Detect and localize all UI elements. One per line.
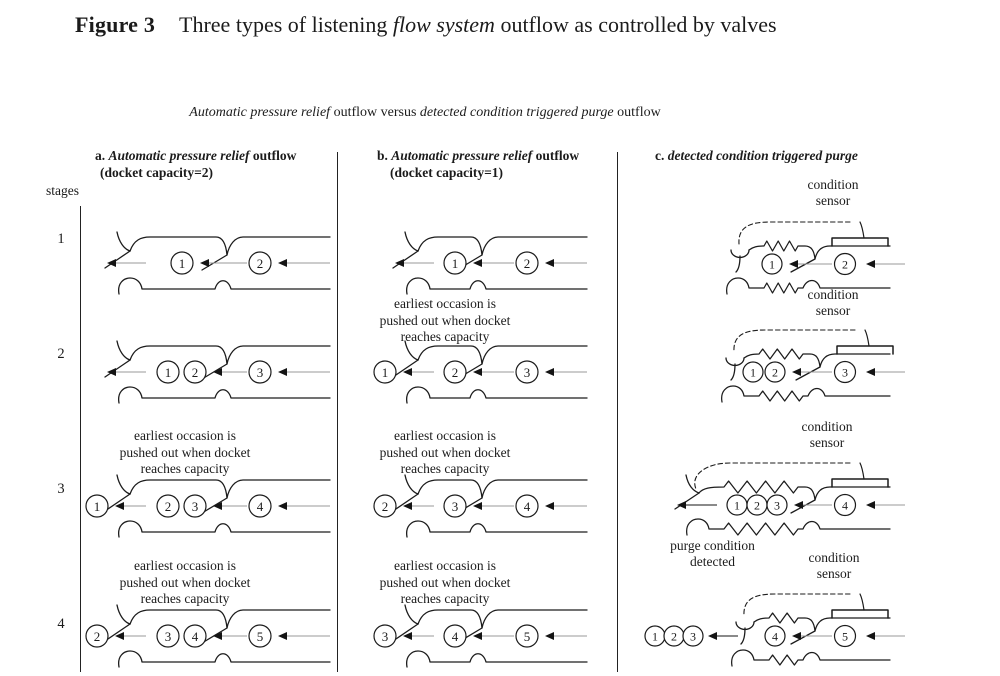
occasion-number: 2 [754,498,760,513]
subtitle-em1: Automatic pressure relief [189,105,331,120]
header-a-capacity: (docket capacity=2) [100,164,214,180]
occasion-number: 3 [256,364,264,380]
occasion-number: 5 [523,628,531,644]
flow-arrow-head [866,260,875,268]
occasion-number: 3 [690,629,696,644]
column-header-a [95,148,335,181]
diagram-b-stage-1 [345,213,595,313]
pipe-valve-drawing-b4 [345,586,595,676]
occasion-number: 5 [842,629,848,644]
outlet-valve-flap-open [105,494,130,511]
flow-arrow-head [278,259,287,267]
diagram-c-stage-1 [625,214,997,314]
flow-arrow-head [200,259,209,267]
occasion-number: 2 [381,498,389,514]
note-b-stage2: earliest occasion is pushed out when docket reaches capacity [379,296,511,344]
outlet-valve-flap-closed [731,364,735,380]
occasion-number: 2 [451,364,459,380]
column-divider-bc [617,152,618,672]
pipe-top-wall [418,237,587,255]
diagram-b-stage-3 [345,456,595,556]
pipe-end-curl [117,605,130,624]
occasion-number: 2 [191,364,199,380]
flow-arrow-head [794,501,803,509]
occasion-number: 2 [256,255,264,271]
pipe-top-wall-spring [744,349,890,367]
header-a-prefix: a. [95,148,109,163]
condition-sensor-lead [860,222,864,238]
stage-number-1: 1 [57,231,65,247]
note-a-stage4: earliest occasion is pushed out when docket reaches capacity [119,558,251,606]
diagram-a-stage-3 [85,456,335,556]
pipe-bottom-wall-spring [687,519,890,535]
pipe-top-wall [130,346,330,364]
figure-subtitle [142,105,708,121]
pipe-bottom-wall [119,651,330,667]
diagram-c-stage-2 [625,322,997,422]
pipe-valve-drawing-b3 [345,456,595,556]
flow-arrow-head [792,632,801,640]
column-divider-ab [337,152,338,672]
pipe-end-curl [405,341,418,360]
occasion-number: 2 [164,498,172,514]
pipe-top-wall [130,480,330,498]
occasion-number: 3 [523,364,531,380]
sensor-label-stage4: condition sensor [808,550,860,581]
header-b-post: outflow [532,148,580,163]
outlet-valve-flap-open [393,360,418,377]
pipe-bottom-wall-spring [727,278,890,294]
title-pre: Three types of listening [179,12,393,37]
flow-arrow-head [545,502,554,510]
pipe-end-curl [117,232,130,251]
flow-arrow-head [792,368,801,376]
pipe-valve-drawing-a4 [85,586,335,676]
occasion-number: 4 [772,629,778,644]
diagram-a-stage-4 [85,586,335,676]
condition-sensor-clamp [832,238,888,246]
outlet-valve-flap-closed [741,628,745,644]
occasion-number: 2 [772,365,778,380]
pipe-end-curl [686,475,699,493]
stage-number-2: 2 [57,346,65,362]
occasion-number: 1 [178,255,186,271]
occasion-number: 3 [451,498,459,514]
outlet-valve-flap-closed [736,256,740,272]
pipe-bottom-wall [407,278,587,294]
header-b-em: Automatic pressure relief [391,148,533,163]
outlet-valve-flap-open [393,251,418,268]
title-em: flow system [392,12,495,37]
sensor-label-stage3: condition sensor [801,419,853,450]
header-a-post: outflow [249,148,297,163]
outlet-valve-flap-open [105,360,130,377]
condition-sensor-clamp [832,610,888,618]
occasion-number: 4 [451,628,459,644]
flow-arrow-head [278,502,287,510]
pipe-top-wall [418,346,587,364]
occasion-number: 3 [164,628,172,644]
header-c-em: detected condition triggered purge [667,148,858,163]
occasion-number: 4 [191,628,199,644]
figure-label: Figure 3 [75,12,156,37]
condition-sensor-clamp [837,346,893,354]
pipe-valve-drawing-c2 [625,322,997,422]
stage-number-3: 3 [57,481,65,497]
sensor-label-stage2: condition sensor [807,287,859,318]
flow-arrow-head [545,368,554,376]
pipe-valve-drawing-a2 [85,322,335,422]
pipe-end-curl [405,232,418,251]
occasion-number: 1 [93,498,101,514]
purge-detected-label: purge condition detected [670,538,755,569]
flow-arrow-head [677,501,686,509]
column-header-c [655,148,975,165]
subtitle-post: outflow [613,105,661,120]
occasion-number: 3 [774,498,780,513]
title-post: outflow as controlled by valves [494,12,777,37]
occasion-number: 1 [652,629,658,644]
occasion-number: 2 [842,257,848,272]
subtitle-mid: outflow versus [330,105,420,120]
condition-sensor-lead [865,330,869,346]
flow-arrow-head [708,632,717,640]
flow-arrow-head [545,259,554,267]
diagram-c-stage-3 [625,455,997,555]
outlet-valve-flap-open [105,251,130,268]
pipe-end-curl [405,475,418,494]
occasion-number: 1 [734,498,740,513]
pipe-valve-drawing-b1 [345,213,595,313]
pipe-valve-drawing-a1 [85,213,335,313]
pipe-top-wall [130,610,330,628]
pipe-valve-drawing-a3 [85,456,335,556]
header-a-em: Automatic pressure relief [108,148,250,163]
diagram-a-stage-1 [85,213,335,313]
occasion-number: 4 [523,498,531,514]
diagram-a-stage-2 [85,322,335,422]
pipe-bottom-wall [119,387,330,403]
occasion-number: 5 [256,628,264,644]
figure-title [75,12,777,38]
diagram-b-stage-2 [345,322,595,422]
column-header-b [377,148,612,181]
diagram-c-stage-4 [625,586,997,676]
pipe-bottom-wall [407,387,587,403]
header-b-prefix: b. [377,148,392,163]
pipe-bottom-wall [407,521,587,537]
pipe-valve-drawing-c1 [625,214,997,314]
pipe-end-curl [405,605,418,624]
pipe-top-wall [418,610,587,628]
occasion-number: 4 [842,498,848,513]
occasion-number: 1 [750,365,756,380]
occasion-number: 3 [381,628,389,644]
sensor-trigger-dashed-line [695,463,850,489]
outlet-valve-flap-open [105,624,130,641]
occasion-number: 2 [671,629,677,644]
condition-sensor-lead [860,463,864,479]
header-b-capacity: (docket capacity=1) [390,164,504,180]
pipe-top-wall [130,237,330,255]
pipe-bottom-wall-spring [732,650,890,666]
outlet-valve-flap-open [675,493,699,509]
pipe-bottom-wall [119,521,330,537]
sensor-trigger-dashed-line [739,222,850,244]
condition-sensor-lead [860,594,864,610]
note-b-stage4: earliest occasion is pushed out when docket reaches capacity [379,558,511,606]
pipe-top-wall [418,480,587,498]
flow-arrow-head [866,632,875,640]
subtitle-em2: detected condition triggered purge [419,105,614,120]
occasion-number: 1 [451,255,459,271]
occasion-number: 2 [93,628,101,644]
occasion-number: 2 [523,255,531,271]
note-a-stage3: earliest occasion is pushed out when docket reaches capacity [119,428,251,476]
pipe-end-curl [117,341,130,360]
flow-arrow-head [789,260,798,268]
occasion-number: 3 [191,498,199,514]
pipe-valve-drawing-c4 [625,586,997,676]
occasion-number: 1 [769,257,775,272]
occasion-number: 1 [164,364,172,380]
occasion-number: 1 [381,364,389,380]
outlet-valve-flap-open [393,494,418,511]
pipe-end-curl [117,475,130,494]
pipe-valve-drawing-c3 [625,455,997,555]
sensor-label-stage1: condition sensor [807,177,859,208]
outlet-valve-flap-open [393,624,418,641]
docket-valve-flap-open [791,631,815,644]
header-c-prefix: c. [655,148,668,163]
flow-arrow-head [278,632,287,640]
stages-axis-label: stages [46,183,79,198]
flow-arrow-head [866,368,875,376]
pipe-bottom-wall [119,278,330,294]
flow-arrow-head [278,368,287,376]
pipe-valve-drawing-b2 [345,322,595,422]
note-b-stage3: earliest occasion is pushed out when docket reaches capacity [379,428,511,476]
pipe-bottom-wall [407,651,587,667]
diagram-b-stage-4 [345,586,595,676]
flow-arrow-head [545,632,554,640]
flow-arrow-head [866,501,875,509]
pipe-bottom-wall-spring [722,386,890,402]
occasion-number: 3 [842,365,848,380]
stage-number-4: 4 [57,616,65,632]
occasion-number: 4 [256,498,264,514]
condition-sensor-clamp [832,479,888,487]
sensor-trigger-dashed-line [744,594,850,616]
pipe-top-wall-spring [699,481,890,500]
